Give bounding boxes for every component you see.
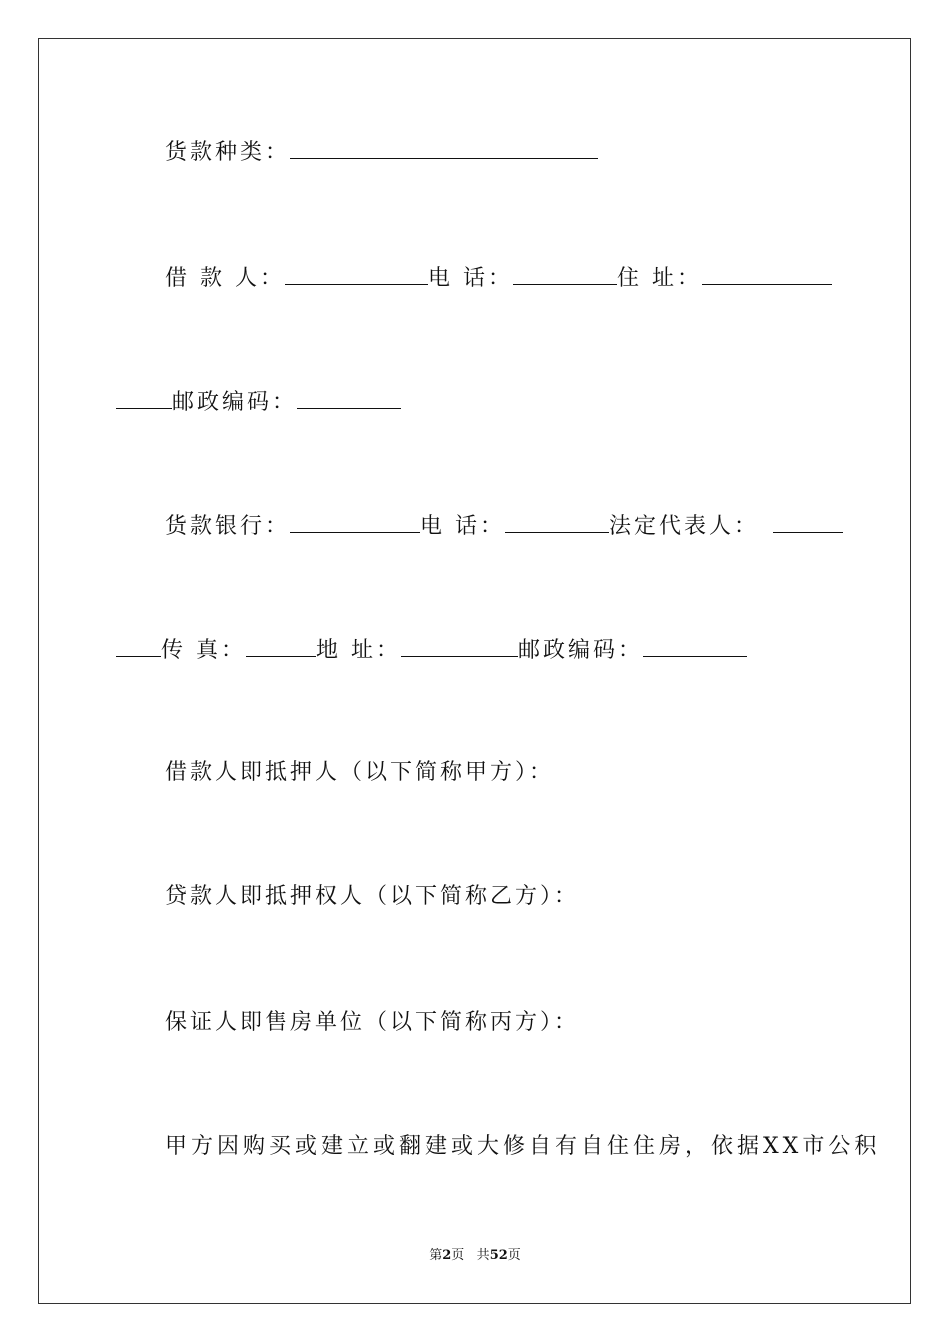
borrower-address-blank-cont[interactable] <box>116 386 172 409</box>
borrower-postcode-blank[interactable] <box>297 386 401 409</box>
lending-bank-line <box>165 510 843 542</box>
body-paragraph: 甲方因购买或建立或翻建或大修自有自住住房，依据XX市公积 <box>165 1134 881 1159</box>
borrower-phone-label: 电 话： <box>428 266 513 291</box>
bank-phone-label: 电 话： <box>420 514 506 539</box>
legal-rep-blank[interactable] <box>773 510 843 533</box>
page-footer <box>0 1247 950 1265</box>
borrower-line <box>165 262 832 294</box>
loan-type-blank[interactable] <box>290 136 598 159</box>
fax-blank[interactable] <box>246 634 316 657</box>
bank-postcode-blank[interactable] <box>643 634 747 657</box>
loan-type-label: 货款种类： <box>165 140 291 165</box>
footer-page-suffix: 页 <box>451 1248 465 1263</box>
footer-total-suffix: 页 <box>507 1248 521 1263</box>
legal-rep-label: 法定代表人： <box>609 514 760 539</box>
footer-prefix: 第 <box>429 1248 443 1263</box>
bank-address-blank[interactable] <box>401 634 518 657</box>
borrower-address-label: 住 址： <box>617 266 702 291</box>
guarantor-definition: 保证人即售房单位（以下简称丙方）： <box>165 1010 580 1035</box>
lender-definition: 贷款人即抵押权人（以下简称乙方）： <box>165 884 580 909</box>
bank-phone-blank[interactable] <box>505 510 609 533</box>
borrower-address-blank[interactable] <box>702 262 832 285</box>
borrower-postcode-line <box>116 386 401 418</box>
footer-page-number: 2 <box>442 1248 452 1263</box>
borrower-definition: 借款人即抵押人（以下简称甲方）： <box>165 760 555 785</box>
bank-postcode-label: 邮政编码： <box>518 638 644 663</box>
bank-address-label: 地 址： <box>316 638 401 663</box>
page-border <box>38 38 911 1304</box>
footer-total-prefix: 共 <box>476 1248 490 1263</box>
borrower-postcode-label: 邮政编码： <box>172 390 298 415</box>
lending-bank-label: 货款银行： <box>165 514 291 539</box>
borrower-label: 借 款 人： <box>165 266 285 291</box>
footer-total-pages: 52 <box>489 1248 508 1263</box>
fax-label: 传 真： <box>161 638 246 663</box>
borrower-phone-blank[interactable] <box>513 262 617 285</box>
borrower-blank[interactable] <box>285 262 428 285</box>
loan-type-line <box>165 136 598 168</box>
bank-contact-line <box>116 634 747 666</box>
legal-rep-blank-cont[interactable] <box>116 634 161 657</box>
lending-bank-blank[interactable] <box>290 510 420 533</box>
